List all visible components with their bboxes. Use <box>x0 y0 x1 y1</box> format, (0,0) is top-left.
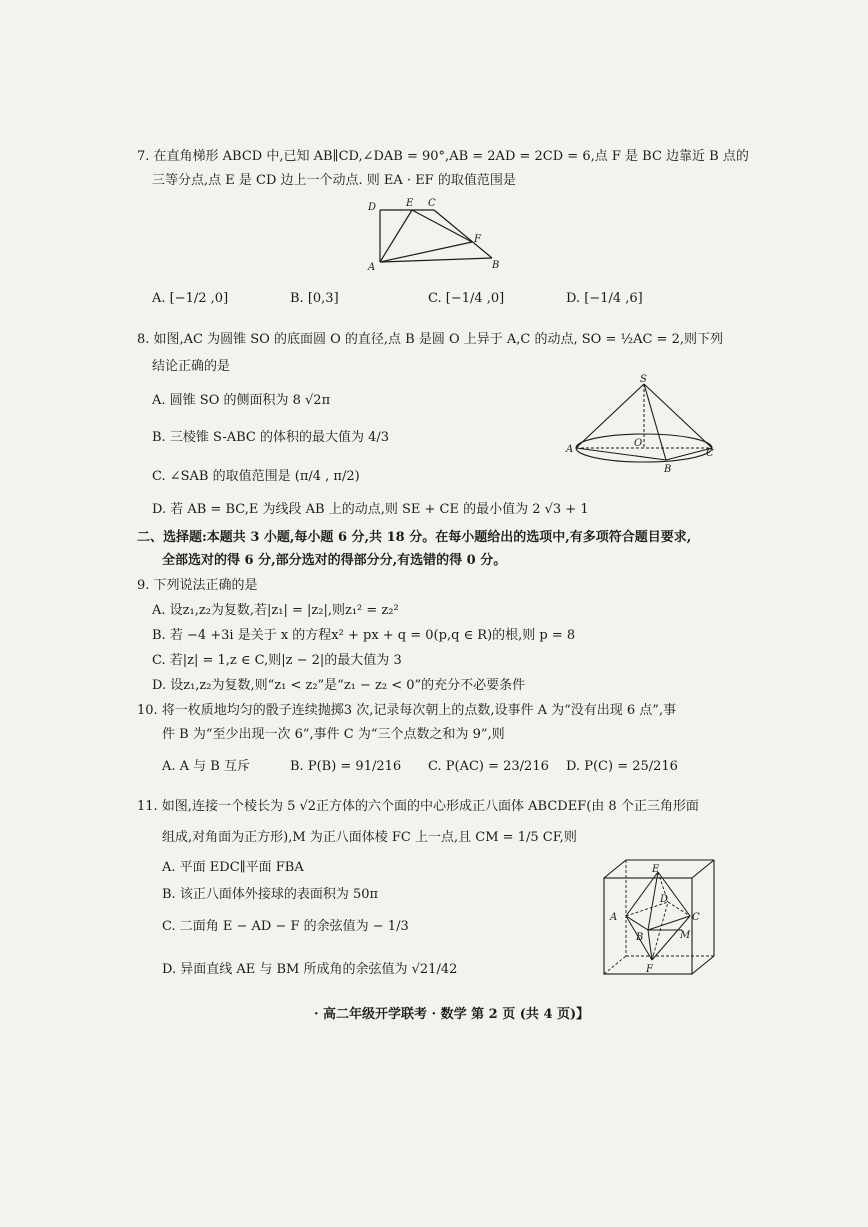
label-B: B <box>492 260 500 271</box>
label-E: E <box>406 198 414 209</box>
label-S: S <box>640 374 647 385</box>
label-C: C <box>692 912 700 923</box>
q8-option-b: B. 三棱锥 S-ABC 的体积的最大值为 4/3 <box>152 430 390 445</box>
q11-cube-octahedron-figure <box>600 858 720 978</box>
q9-option-a: A. 设z₁,z₂为复数,若|z₁| = |z₂|,则z₁² = z₂² <box>152 603 399 618</box>
q10-line1: 10. 将一枚质地均匀的骰子连续抛掷3 次,记录每次朝上的点数,设事件 A 为“没有出现 6 点”,事 <box>137 703 677 718</box>
label-O: O <box>634 438 643 449</box>
q8-line1: 8. 如图,AC 为圆锥 SO 的底面圆 O 的直径,点 B 是圆 O 上异于 A,C 的动点, SO = ½AC = 2,则下列 <box>137 332 723 347</box>
q9-stem: 9. 下列说法正确的是 <box>137 578 258 593</box>
q7-option-b: B. [0,3] <box>290 291 339 306</box>
q7-option-c: C. [−1/4 ,0] <box>428 291 505 306</box>
label-F: F <box>646 964 653 975</box>
q11-line2: 组成,对角面为正方形),M 为正八面体棱 FC 上一点,且 CM = 1/5 CF,则 <box>162 830 577 845</box>
q9-option-d: D. 设z₁,z₂为复数,则“z₁ < z₂”是“z₁ − z₂ < 0”的充分不必要条件 <box>152 678 526 693</box>
label-A: A <box>610 912 618 923</box>
section2-line1: 二、选择题:本题共 3 小题,每小题 6 分,共 18 分。在每小题给出的选项中,有多项符合题目要求, <box>137 530 692 545</box>
q11-line1: 11. 如图,连接一个棱长为 5 √2正方体的六个面的中心形成正八面体 ABCDEF(由 8 个正三角形面 <box>137 799 699 814</box>
q11-option-c: C. 二面角 E − AD − F 的余弦值为 − 1/3 <box>162 919 409 934</box>
q11-option-b: B. 该正八面体外接球的表面积为 50π <box>162 887 379 902</box>
q11-option-d: D. 异面直线 AE 与 BM 所成角的余弦值为 √21/42 <box>162 962 458 977</box>
q10-option-b: B. P(B) = 91/216 <box>290 759 402 774</box>
label-C: C <box>428 198 436 209</box>
q10-line2: 件 B 为“至少出现一次 6”,事件 C 为“三个点数之和为 9”,则 <box>162 727 505 742</box>
label-F: F <box>474 234 481 245</box>
q8-option-a: A. 圆锥 SO 的侧面积为 8 √2π <box>152 393 331 408</box>
q10-option-a: A. A 与 B 互斥 <box>162 759 250 774</box>
q11-option-a: A. 平面 EDC∥平面 FBA <box>162 860 304 875</box>
q7-line2: 三等分点,点 E 是 CD 边上一个动点. 则 EA · EF 的取值范围是 <box>152 173 516 188</box>
q9-option-b: B. 若 −4 +3i 是关于 x 的方程x² + px + q = 0(p,q ∈ R)的根,则 p = 8 <box>152 628 576 643</box>
q8-line2: 结论正确的是 <box>152 359 231 374</box>
section2-line2: 全部选对的得 6 分,部分选对的得部分分,有选错的得 0 分。 <box>162 553 507 568</box>
q9-option-c: C. 若|z| = 1,z ∈ C,则|z − 2|的最大值为 3 <box>152 653 402 668</box>
q10-option-d: D. P(C) = 25/216 <box>566 759 678 774</box>
q7-option-a: A. [−1/2 ,0] <box>152 291 229 306</box>
label-B: B <box>636 932 644 943</box>
label-E: E <box>652 864 660 875</box>
bleed-through-text <box>560 181 564 195</box>
q7-trapezoid-figure <box>366 196 506 274</box>
q8-option-d: D. 若 AB = BC,E 为线段 AB 上的动点,则 SE + CE 的最小值为 2 √3 + 1 <box>152 502 589 517</box>
page-footer: · 高二年级开学联考 · 数学 第 2 页 (共 4 页)】 <box>314 1007 590 1022</box>
label-B: B <box>664 464 672 475</box>
q10-option-c: C. P(AC) = 23/216 <box>428 759 549 774</box>
label-A: A <box>566 444 574 455</box>
label-M: M <box>680 930 691 941</box>
q7-option-d: D. [−1/4 ,6] <box>566 291 643 306</box>
label-D: D <box>368 202 377 213</box>
label-A: A <box>368 262 376 273</box>
q8-option-c: C. ∠SAB 的取值范围是 (π/4 , π/2) <box>152 469 360 484</box>
q7-line1: 7. 在直角梯形 ABCD 中,已知 AB∥CD,∠DAB = 90°,AB = 2AD = 2CD = 6,点 F 是 BC 边靠近 B 点的 <box>137 149 749 164</box>
q8-cone-figure <box>566 376 716 476</box>
label-C: C <box>706 448 714 459</box>
label-D: D <box>660 894 669 905</box>
